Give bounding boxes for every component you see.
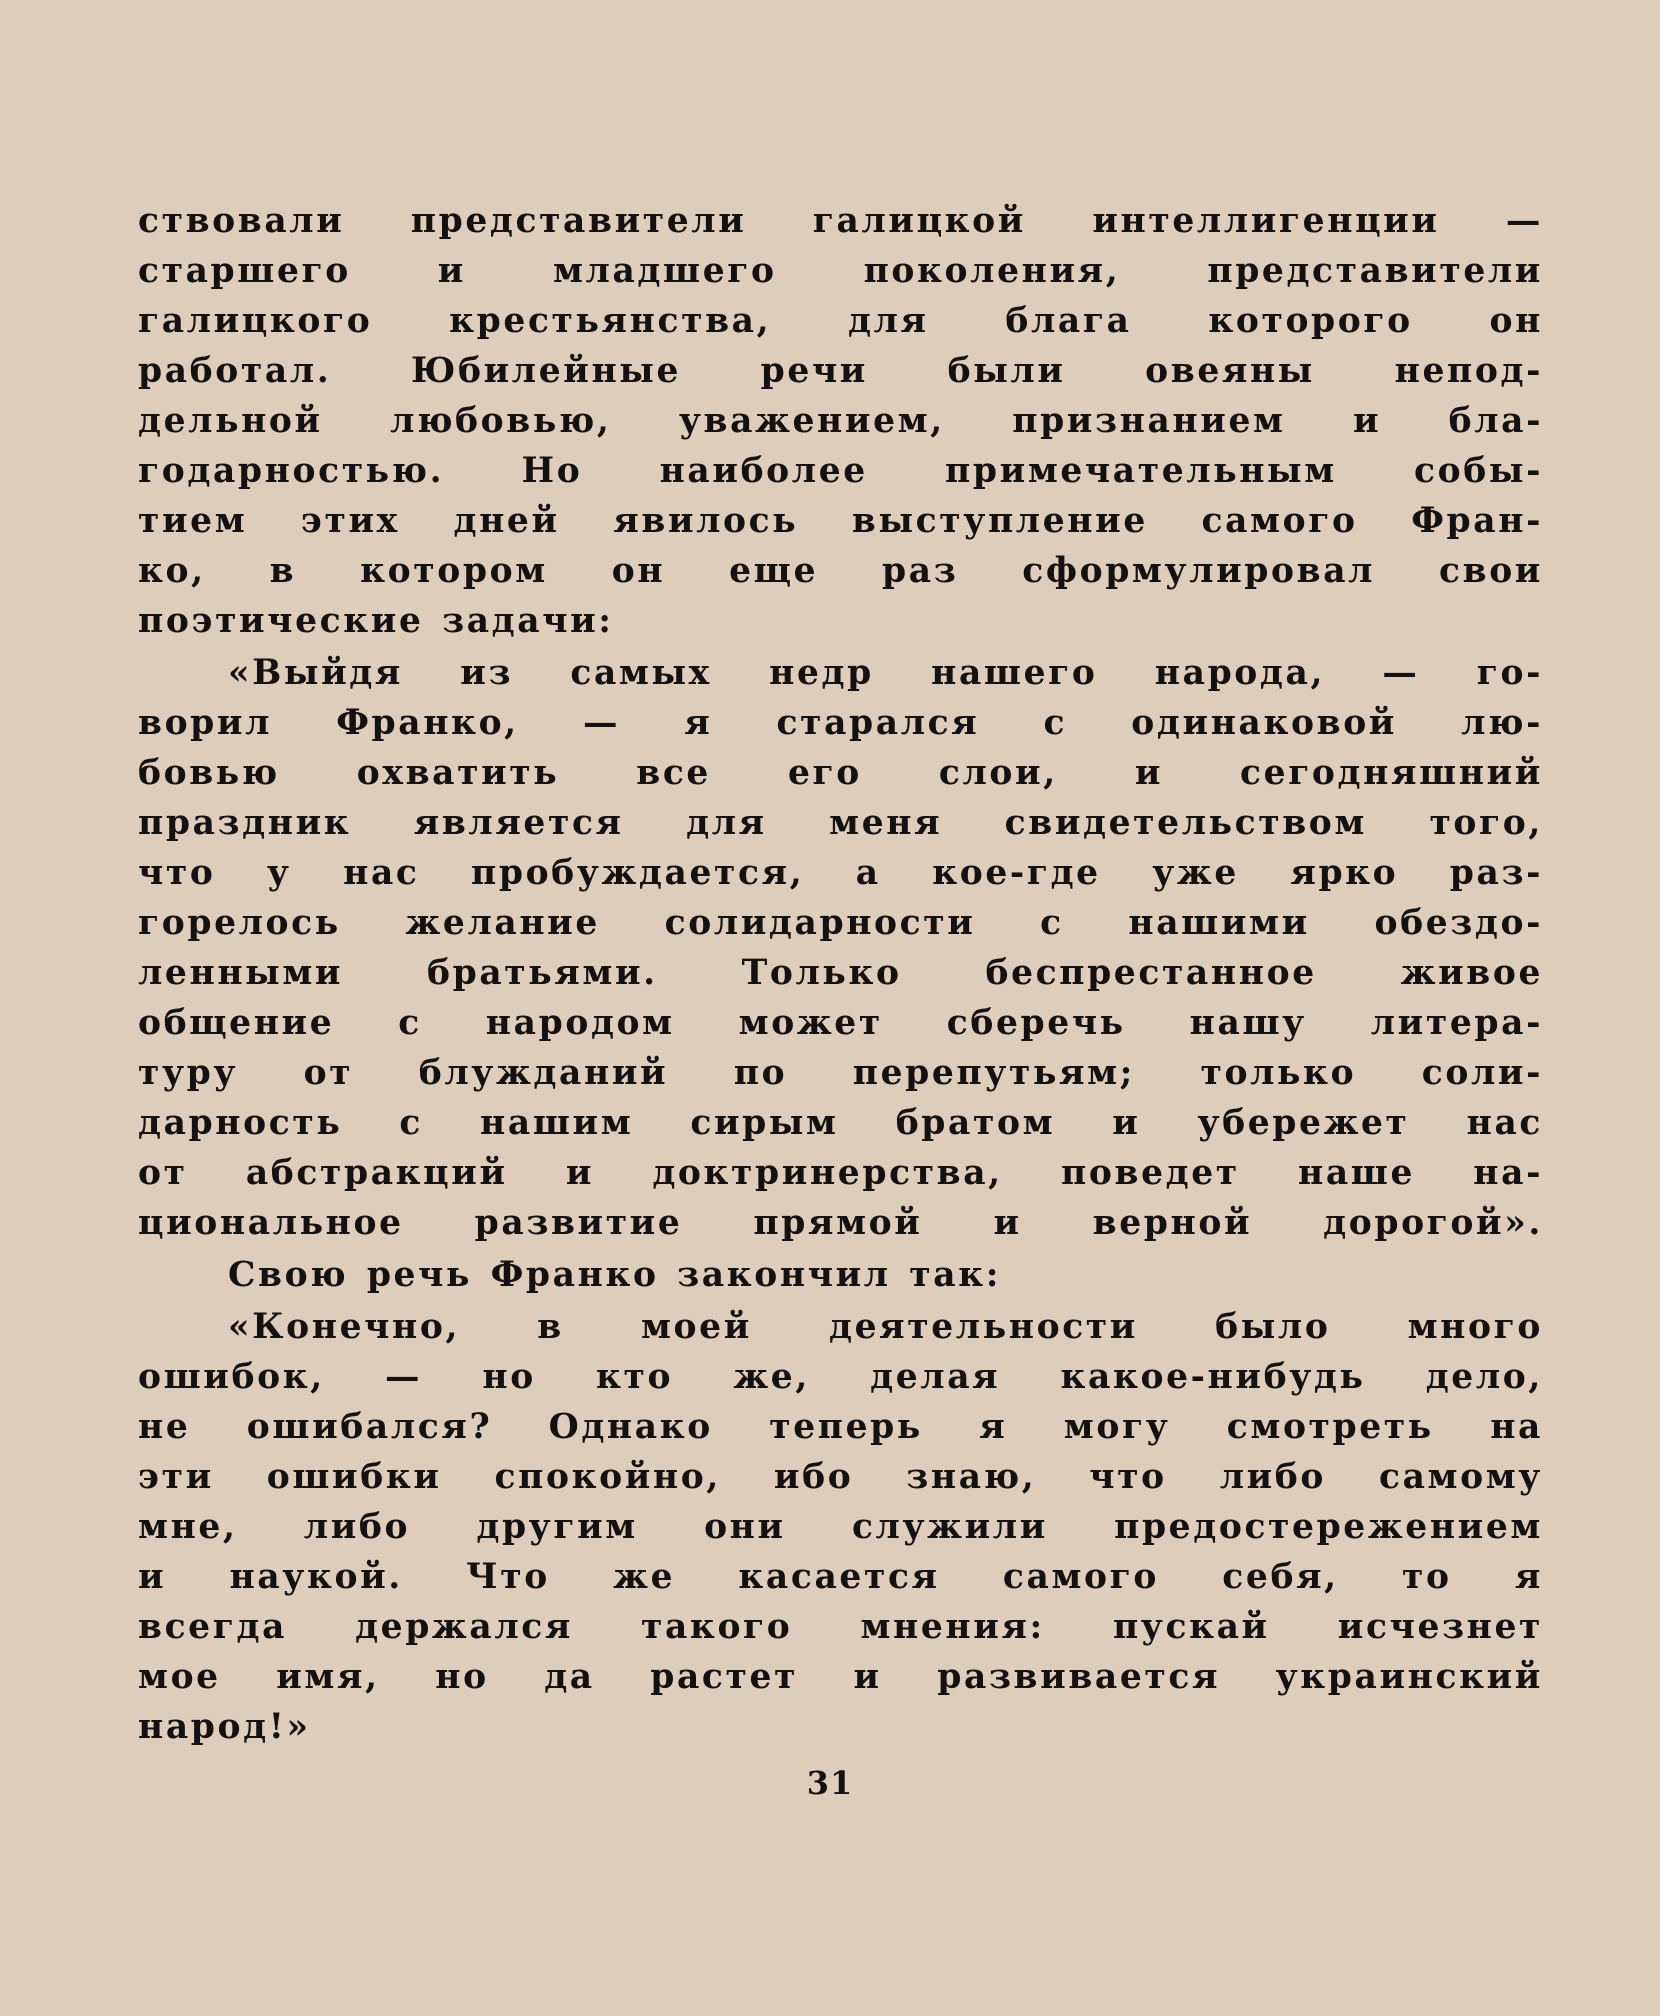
text-line: праздник является для меня свидетельством того, — [138, 803, 1543, 843]
text-line: дарность с нашим сирым братом и убережет нас — [138, 1103, 1543, 1143]
text-line: «Выйдя из самых недр нашего народа, — го- — [228, 653, 1543, 693]
text-line: циональное развитие прямой и верной дорогой». — [138, 1203, 1543, 1243]
text-line: тием этих дней явилось выступление самого Фран- — [138, 501, 1543, 541]
text-line: годарностью. Но наиболее примечательным собы- — [138, 451, 1543, 491]
text-line: ошибок, — но кто же, делая какое-нибудь дело, — [138, 1357, 1543, 1397]
text-line: от абстракций и доктринерства, поведет наше на- — [138, 1153, 1543, 1193]
text-line: старшего и младшего поколения, представители — [138, 251, 1543, 291]
text-line: мое имя, но да растет и развивается украинский — [138, 1657, 1543, 1697]
text-line: бовью охватить все его слои, и сегодняшний — [138, 753, 1543, 793]
text-line: эти ошибки спокойно, ибо знаю, что либо самому — [138, 1457, 1543, 1497]
paragraph — [138, 196, 1543, 646]
text-line: народ!» — [138, 1707, 311, 1747]
text-line: туру от блужданий по перепутьям; только соли- — [138, 1053, 1543, 1093]
text-line: ленными братьями. Только беспрестанное живое — [138, 953, 1543, 993]
body-text — [138, 196, 1543, 1752]
text-line: поэтические задачи: — [138, 601, 614, 641]
text-line: галицкого крестьянства, для блага которого он — [138, 301, 1543, 341]
text-line: работал. Юбилейные речи были овеяны непод- — [138, 351, 1543, 391]
text-line: «Конечно, в моей деятельности было много — [228, 1307, 1543, 1347]
text-line: ствовали представители галицкой интеллигенции — — [138, 201, 1543, 241]
text-line: общение с народом может сберечь нашу литера- — [138, 1003, 1543, 1043]
page-number: 31 — [806, 1764, 854, 1802]
text-line: дельной любовью, уважением, признанием и бла- — [138, 401, 1543, 441]
text-line: Свою речь Франко закончил так: — [228, 1255, 1002, 1295]
text-line: ворил Франко, — я старался с одинаковой лю- — [138, 703, 1543, 743]
paragraph — [138, 648, 1543, 1248]
text-line: не ошибался? Однако теперь я могу смотреть на — [138, 1407, 1543, 1447]
text-line: что у нас пробуждается, а кое-где уже ярко раз- — [138, 853, 1543, 893]
text-line: и наукой. Что же касается самого себя, то я — [138, 1557, 1543, 1597]
paragraph — [138, 1250, 1543, 1300]
paragraph — [138, 1302, 1543, 1752]
text-line: горелось желание солидарности с нашими обездо- — [138, 903, 1543, 943]
text-line: всегда держался такого мнения: пускай исчезнет — [138, 1607, 1543, 1647]
text-line: мне, либо другим они служили предостережением — [138, 1507, 1543, 1547]
text-line: ко, в котором он еще раз сформулировал свои — [138, 551, 1543, 591]
